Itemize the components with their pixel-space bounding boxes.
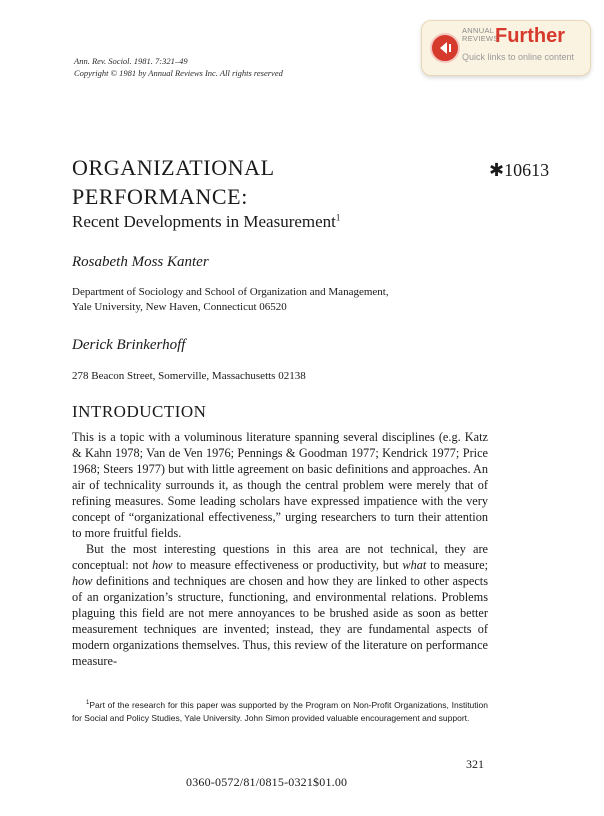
footnote-mark: 1 — [86, 700, 90, 706]
author-name-1: Rosabeth Moss Kanter — [72, 254, 209, 270]
reviews-label: REVIEWS — [462, 34, 499, 43]
page-number: 321 — [466, 757, 484, 771]
article-identifier: 0360-0572/81/0815-0321$01.00 — [186, 775, 348, 789]
p2-text-c: to measure; — [426, 558, 488, 572]
p2-text-d: definitions and techniques are chosen and how they are linked to other aspects of an organization’s structure, functioning, and environmental relations. Problems plaguing this field are not mere annoyances to be brushed aside as soon as better measurement techniques are invented; instead, they are fundamental aspects of modern organizations themselves. Thus, this review of the literature on performance measure- — [72, 574, 488, 668]
footnote — [72, 697, 488, 726]
article-code: ✱10613 — [489, 160, 550, 180]
paragraph-1: This is a topic with a voluminous literature spanning several disciplines (e.g. Katz & Kahn 1978; Van de Ven 1976; Pennings & Goodman 1977; Kendrick 1977; Price 1968; Steers 1977) but with little agreement on basic definitions and approaches. An air of technicality surrounds it, as though the central problem were merely that of refining measures. Some leading scholars have expressed impatience with the very concept of “organizational effectiveness,” urging researchers to turn their attention to more fruitful fields. — [72, 430, 488, 540]
paragraph-2 — [72, 541, 488, 669]
p2-emphasis-what: what — [402, 558, 427, 572]
p2-emphasis-how: how — [152, 558, 173, 572]
author-name-2: Derick Brinkerhoff — [72, 337, 186, 353]
speaker-arrow-icon — [430, 33, 460, 63]
author-affiliation-1b: Yale University, New Haven, Connecticut 06520 — [72, 301, 287, 313]
p2-emphasis-how-2: how — [72, 574, 93, 588]
annual-label: ANNUAL — [462, 26, 495, 35]
title-line-2: PERFORMANCE: — [72, 184, 248, 209]
body-text — [72, 429, 488, 669]
journal-citation: Ann. Rev. Sociol. 1981. 7:321–49 — [74, 56, 188, 66]
footnote-text: Part of the research for this paper was supported by the Program on Non-Profit Organizations, Institution for Social and Policy Studies, Yale University. John Simon provided valuable encouragement and support. — [72, 699, 488, 724]
subtitle-text: Recent Developments in Measurement — [72, 212, 336, 231]
title-line-1: ORGANIZATIONAL — [72, 155, 275, 180]
author-affiliation-1a: Department of Sociology and School of Organization and Management, — [72, 286, 389, 298]
further-badge[interactable] — [421, 20, 591, 76]
p2-text-b: to measure effectiveness or productivity, but — [172, 558, 403, 572]
subtitle-footnote-mark: 1 — [335, 212, 341, 223]
further-subtitle: Quick links to online content — [462, 52, 575, 62]
p2-text-a: But the most interesting questions in this area are not technical, they are conceptual: not — [72, 542, 488, 572]
author-affiliation-2: 278 Beacon Street, Somerville, Massachusetts 02138 — [72, 370, 306, 382]
further-label: Further — [495, 25, 565, 47]
copyright-line: Copyright © 1981 by Annual Reviews Inc. All rights reserved — [74, 68, 283, 78]
section-heading: INTRODUCTION — [72, 402, 207, 421]
article-subtitle — [72, 212, 340, 232]
